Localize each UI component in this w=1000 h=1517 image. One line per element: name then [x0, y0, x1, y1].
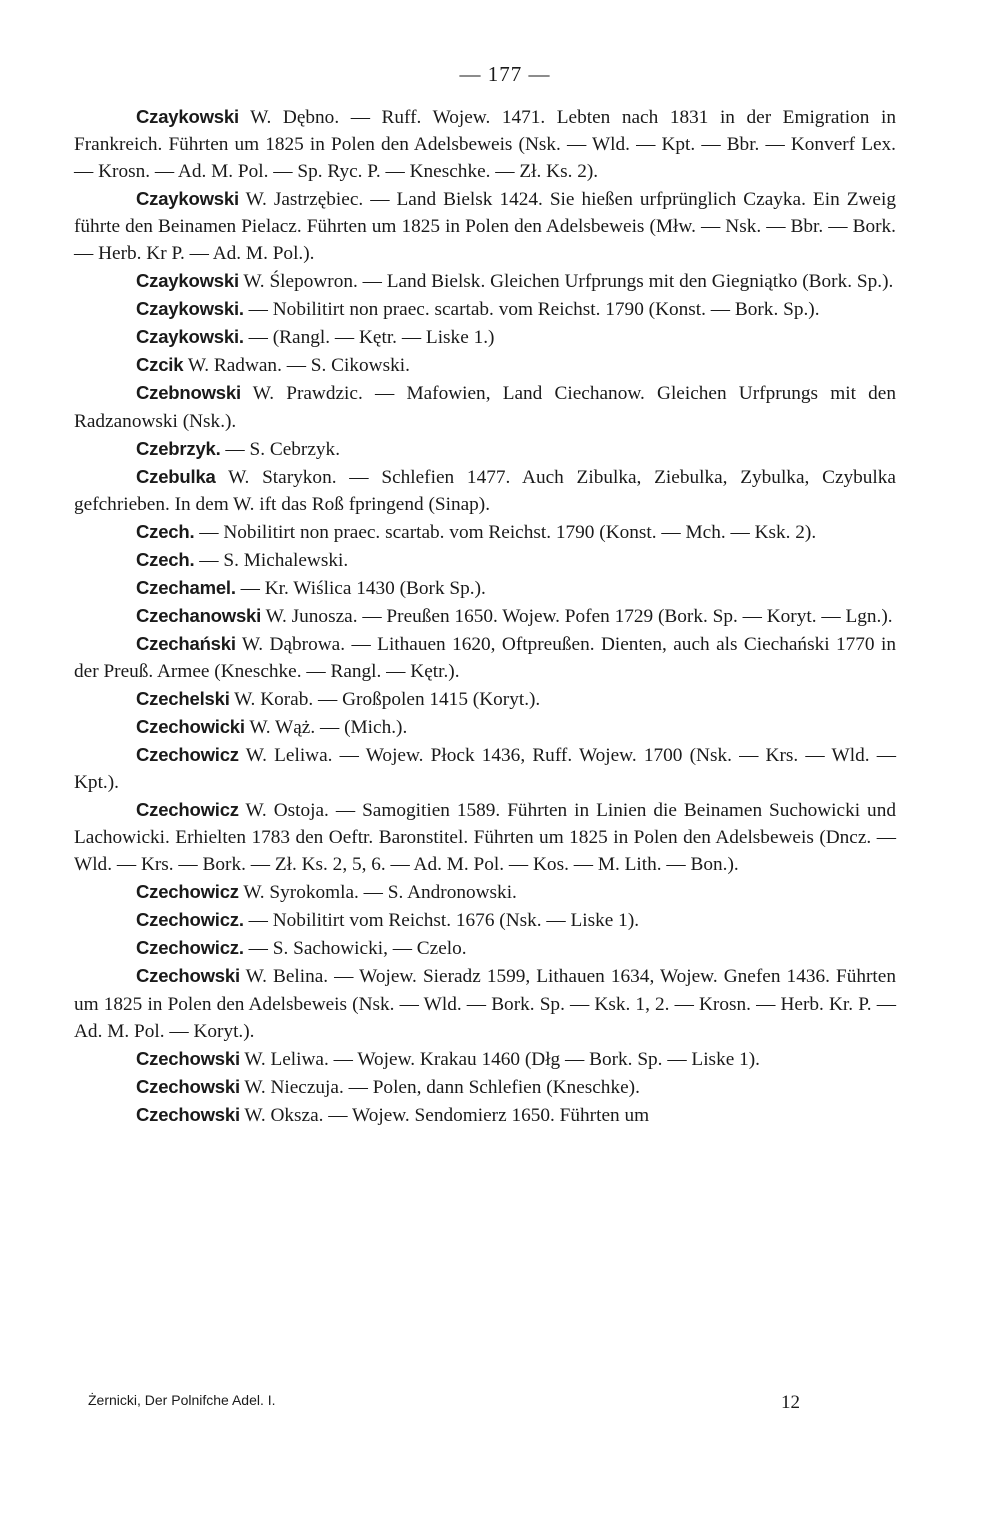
entry-surname: Czechowicz: [136, 744, 239, 766]
entry-surname: Czech.: [136, 520, 195, 542]
entry-text: — Nobilitirt non praec. scartab. vom Reichst. 1790 (Konst. — Bork. Sp.).: [248, 299, 820, 321]
footer-sheet-number: 12: [781, 1392, 800, 1413]
entry: [74, 630, 896, 685]
footer-book-title: Żernicki, Der Polnifche Adel. I.: [88, 1392, 276, 1408]
entry-text: W. Syrokomla. — S. Andronowski.: [243, 882, 517, 904]
entry-text: W. Ślepowron. — Land Bielsk. Gleichen Urfprungs mit den Giegniątko (Bork. Sp.).: [243, 271, 894, 293]
entry-text: — Nobilitirt non praec. scartab. vom Reichst. 1790 (Konst. — Mch. — Ksk. 2).: [199, 521, 817, 543]
entry: [74, 741, 896, 796]
entry-text: W. Leliwa. — Wojew. Krakau 1460 (Dłg — Bork. Sp. — Liske 1).: [244, 1048, 760, 1070]
entry-surname: Czaykowski.: [136, 298, 244, 320]
entry-text: — S. Cebrzyk.: [225, 438, 341, 460]
entry-text: W. Dąbrowa. — Lithauen 1620, Oftpreußen. Dienten, auch als Ciechański 1770 in der Preuß. Armee (Kneschke. — Rangl. — Kętr.).: [74, 633, 896, 682]
entry: [74, 185, 896, 267]
entry: [74, 906, 896, 934]
entry: [74, 379, 896, 434]
entry: [74, 878, 896, 906]
page-footer: [88, 1392, 800, 1414]
entry-surname: Czebulka: [136, 465, 216, 487]
entry-surname: Czechański: [136, 632, 236, 654]
entry-text: W. Dębno. — Ruff. Wojew. 1471. Lebten nach 1831 in der Emigration in Frankreich. Führten um 1825 in Polen den Adelsbeweis (Nsk. — Wld. — Kpt. — Bbr. — Konverf Lex. — Krosn. — Ad. M. Pol. — Sp. Ryc. P. — Kneschke. — Zł. Ks. 2).: [74, 107, 896, 183]
page-number: — 177 —: [459, 62, 551, 86]
entry: [74, 934, 896, 962]
entry: [74, 713, 896, 741]
entry-text: W. Oksza. — Wojew. Sendomierz 1650. Führten um: [244, 1104, 650, 1126]
entry: [74, 463, 896, 518]
entry-text: W. Belina. — Wojew. Sieradz 1599, Lithauen 1634, Wojew. Gnefen 1436. Führten um 1825 in Polen den Adelsbeweis (Nsk. — Wld. — Bork. Sp. — Ksk. 1, 2. — Krosn. — Herb. Kr. P. — Ad. M. Pol. — Koryt.).: [74, 966, 896, 1042]
entry-text: W. Nieczuja. — Polen, dann Schlefien (Kneschke).: [244, 1076, 640, 1098]
entry-surname: Czaykowski.: [136, 326, 244, 348]
entry: [74, 1045, 896, 1073]
entry: [74, 546, 896, 574]
entry-surname: Czech.: [136, 548, 195, 570]
entry-surname: Czechowicz: [136, 881, 239, 903]
entry: [74, 602, 896, 630]
entry: [74, 323, 896, 351]
entry-text: — S. Michalewski.: [199, 549, 349, 571]
entry: [74, 435, 896, 463]
entry: [74, 1101, 896, 1129]
entry-surname: Czechowicz.: [136, 937, 244, 959]
entry-surname: Czechowicz: [136, 799, 239, 821]
entry-surname: Czechowicz.: [136, 909, 244, 931]
entry-text: W. Radwan. — S. Cikowski.: [187, 355, 410, 377]
entry-surname: Czechowski: [136, 965, 240, 987]
entry-text: W. Junosza. — Preußen 1650. Wojew. Pofen 1729 (Bork. Sp. — Koryt. — Lgn.).: [265, 605, 893, 627]
entry-surname: Czechowicki: [136, 716, 245, 738]
entry-text: W. Starykon. — Schlefien 1477. Auch Zibulka, Ziebulka, Zybulka, Czybulka gefchrieben. In dem W. ift das Roß fpringend (Sinap).: [74, 466, 896, 515]
page: [74, 62, 896, 1129]
entry: [74, 962, 896, 1044]
entry: [74, 518, 896, 546]
entry-text: W. Wąż. — (Mich.).: [249, 717, 408, 739]
entry-surname: Czechowski: [136, 1075, 240, 1097]
entry: [74, 685, 896, 713]
entry: [74, 103, 896, 185]
entry-surname: Czcik: [136, 354, 184, 376]
entry-surname: Czebnowski: [136, 382, 241, 404]
entry-surname: Czaykowski: [136, 106, 239, 127]
entry: [74, 796, 896, 878]
entry: [74, 1073, 896, 1101]
entry: [74, 574, 896, 602]
entry: [74, 351, 896, 379]
entry-surname: Czechelski: [136, 687, 230, 709]
entry-text: — Nobilitirt vom Reichst. 1676 (Nsk. — Liske 1).: [248, 910, 640, 932]
entry-surname: Czaykowski: [136, 188, 239, 210]
entry-surname: Czechowski: [136, 1103, 240, 1125]
entry-text: W. Jastrzębiec. — Land Bielsk 1424. Sie hießen urfprünglich Czayka. Ein Zweig führte den Beinamen Pielacz. Führten um 1825 in Polen den Adelsbeweis (Młw. — Nsk. — Bbr. — Bork. — Herb. Kr P. — Ad. M. Pol.).: [74, 189, 896, 265]
entry-text: W. Leliwa. — Wojew. Płock 1436, Ruff. Wojew. 1700 (Nsk. — Krs. — Wld. — Kpt.).: [74, 745, 896, 794]
entry-surname: Czechamel.: [136, 576, 236, 598]
entry-surname: Czechanowski: [136, 604, 262, 626]
entry-text: — (Rangl. — Kętr. — Liske 1.): [248, 327, 495, 349]
entry-surname: Czechowski: [136, 1047, 240, 1069]
entry-text: W. Korab. — Großpolen 1415 (Koryt.).: [234, 688, 541, 710]
entry-list: [74, 103, 896, 1129]
entry-surname: Czaykowski: [136, 270, 239, 292]
entry-surname: Czebrzyk.: [136, 437, 221, 459]
entry-text: — S. Sachowicki, — Czelo.: [248, 938, 467, 960]
entry: [74, 295, 896, 323]
entry-text: — Kr. Wiślica 1430 (Bork Sp.).: [240, 577, 486, 599]
entry-text: W. Prawdzic. — Mafowien, Land Ciechanow. Gleichen Urfprungs mit den Radzanowski (Nsk.).: [74, 383, 896, 432]
entry: [74, 267, 896, 295]
entry-text: W. Ostoja. — Samogitien 1589. Führten in Linien die Beinamen Suchowicki und Lachowicki. Erhielten 1783 den Oeftr. Baronstitel. Führten um 1825 in Polen den Adelsbeweis (Dncz. — Wld. — Krs. — Bork. — Zł. Ks. 2, 5, 6. — Ad. M. Pol. — Kos. — M. Lith. — Bon.).: [74, 800, 896, 876]
